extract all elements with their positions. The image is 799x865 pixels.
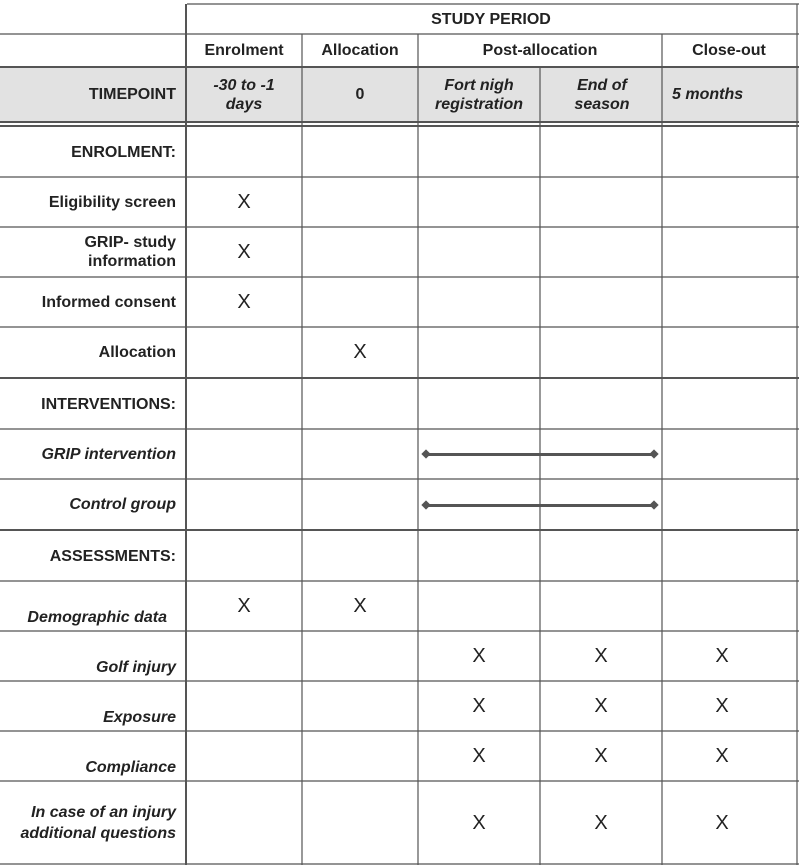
section-title-assessments: ASSESSMENTS:	[49, 547, 176, 565]
row-label-grip-study-information: GRIP- study information	[84, 234, 176, 270]
row-label-control-group: Control group	[69, 495, 176, 513]
phase-post-allocation: Post-allocation	[482, 41, 598, 59]
mark-compliance-end-of-season: X	[594, 744, 608, 767]
row-label-informed-consent: Informed consent	[41, 293, 176, 311]
section-title-interventions: INTERVENTIONS:	[41, 395, 176, 413]
row-label-grip-intervention: GRIP intervention	[41, 445, 176, 463]
mark-demographic-enrolment: X	[237, 594, 251, 617]
timepoint-close-out: 5 months	[672, 86, 744, 103]
section-title-enrolment: ENROLMENT:	[71, 143, 176, 161]
row-label-demographic-data: Demographic data	[27, 609, 167, 626]
row-label-golf-injury: Golf injury	[96, 659, 176, 676]
mark-additional-questions-fortnight: X	[472, 811, 486, 834]
mark-additional-questions-close-out: X	[715, 811, 729, 834]
mark-golf-injury-close-out: X	[715, 644, 729, 667]
mark-compliance-close-out: X	[715, 744, 729, 767]
span-control-group	[420, 499, 660, 511]
mark-grip-info-enrolment: X	[237, 240, 251, 263]
row-label-allocation: Allocation	[98, 343, 176, 361]
span-end-marker	[649, 449, 658, 458]
mark-golf-injury-end-of-season: X	[594, 644, 608, 667]
timepoint-fortnight: Fort nigh registration	[434, 76, 523, 113]
row-label-eligibility-screen: Eligibility screen	[48, 193, 176, 211]
phase-allocation: Allocation	[321, 41, 399, 59]
mark-eligibility-enrolment: X	[237, 190, 251, 213]
timepoint-enrolment: -30 to -1 days	[213, 76, 275, 113]
span-line	[424, 504, 656, 507]
study-period-header: STUDY PERIOD	[431, 10, 551, 28]
span-start-marker	[421, 500, 430, 509]
mark-exposure-end-of-season: X	[594, 694, 608, 717]
row-label-exposure: Exposure	[103, 709, 176, 726]
phase-close-out: Close-out	[692, 41, 766, 59]
mark-golf-injury-fortnight: X	[472, 644, 486, 667]
mark-additional-questions-end-of-season: X	[594, 811, 608, 834]
span-grip-intervention	[420, 448, 660, 460]
timepoint-end-of-season: End of season	[574, 76, 630, 113]
mark-allocation-allocation: X	[353, 340, 367, 363]
span-line	[424, 453, 656, 456]
mark-exposure-fortnight: X	[472, 694, 486, 717]
row-label-injury-additional-questions: In case of an injury additional questions	[20, 804, 176, 842]
mark-demographic-allocation: X	[353, 594, 367, 617]
mark-exposure-close-out: X	[715, 694, 729, 717]
mark-compliance-fortnight: X	[472, 744, 486, 767]
row-label-compliance: Compliance	[85, 759, 176, 776]
span-end-marker	[649, 500, 658, 509]
timepoint-label: TIMEPOINT	[88, 86, 176, 103]
mark-consent-enrolment: X	[237, 290, 251, 313]
span-start-marker	[421, 449, 430, 458]
phase-enrolment: Enrolment	[204, 41, 284, 59]
timepoint-allocation: 0	[355, 86, 365, 103]
